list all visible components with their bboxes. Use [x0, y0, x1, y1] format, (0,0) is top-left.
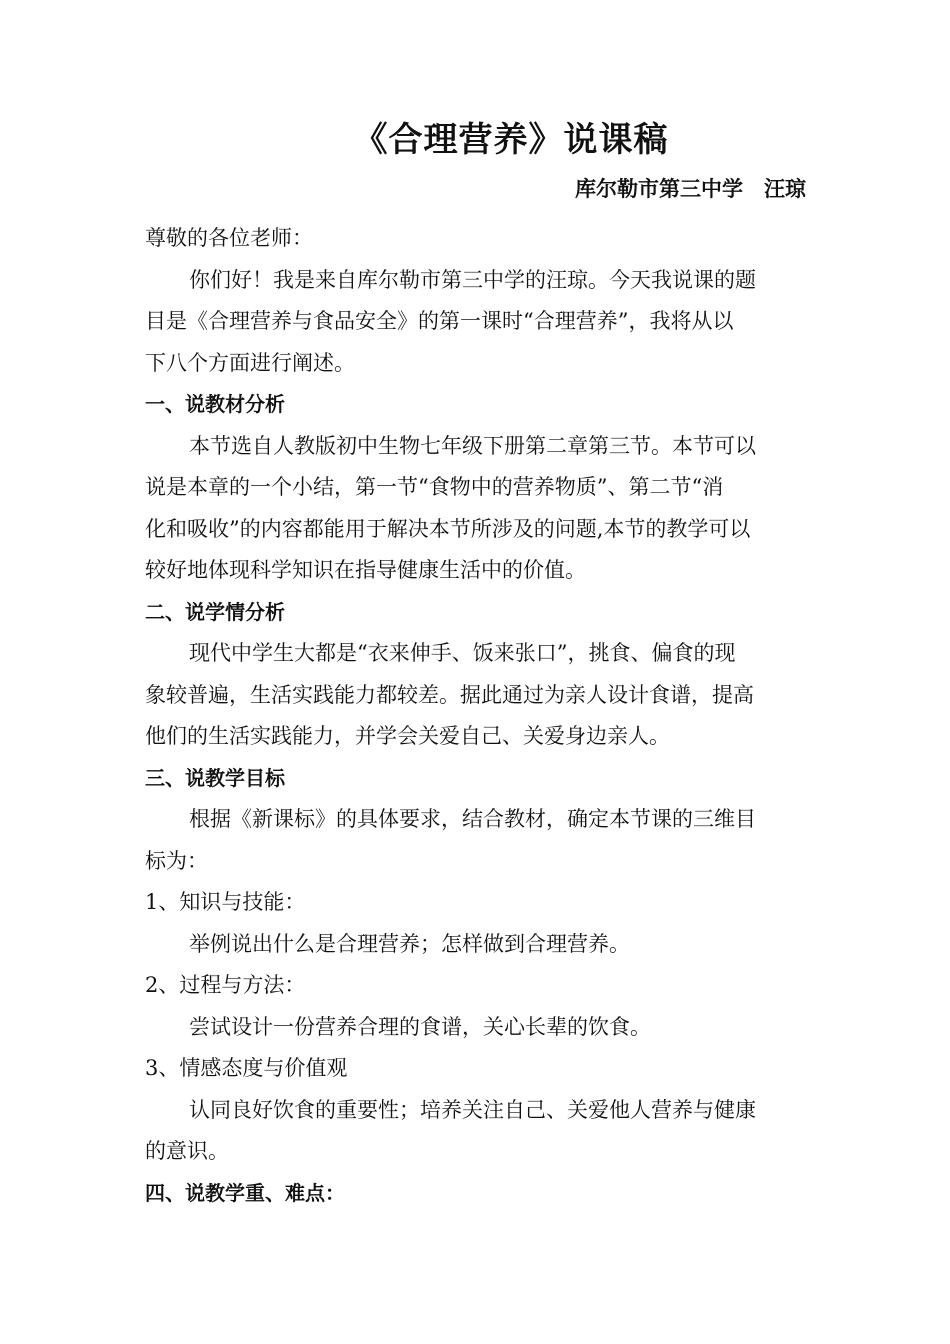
- goal3-line-1: 认同良好饮食的重要性；培养关注自己、关爱他人营养与健康: [189, 1097, 756, 1122]
- document-body: [145, 218, 810, 1214]
- goal3-line-2: 的意识。: [145, 1139, 229, 1163]
- section2-line-2: 象较普遍，生活实践能力都较差。据此通过为亲人设计食谱，提高: [145, 682, 754, 707]
- intro-line-2: 目是《合理营养与食品安全》的第一课时“合理营养”，我将从以: [145, 309, 734, 333]
- goal2-label: 2、过程与方法：: [145, 973, 306, 997]
- section1-line-4: 较好地体现科学知识在指导健康生活中的价值。: [145, 558, 586, 582]
- document-title: 《合理营养》说课稿: [353, 120, 669, 160]
- section3-line-2: 标为：: [145, 848, 208, 873]
- author-line: 库尔勒市第三中学 汪琼: [575, 177, 806, 201]
- greeting: 尊敬的各位老师：: [145, 226, 313, 250]
- goal2-text: 尝试设计一份营养合理的食谱，关心长辈的饮食。: [189, 1014, 651, 1039]
- section1-line-2: 说是本章的一个小结，第一节“食物中的营养物质”、第二节“消: [145, 475, 724, 499]
- section1-line-1: 本节选自人教版初中生物七年级下册第二章第三节。本节可以: [189, 433, 756, 458]
- goal1-label: 1、知识与技能：: [145, 890, 306, 914]
- intro-line-3: 下八个方面进行阐述。: [145, 350, 355, 375]
- goal3-label: 3、情感态度与价值观: [145, 1056, 348, 1080]
- section2-line-3: 他们的生活实践能力，并学会关爱自己、关爱身边亲人。: [145, 724, 670, 748]
- section-heading-teaching-goals: 三、说教学目标: [145, 765, 285, 790]
- goal1-text: 举例说出什么是合理营养；怎样做到合理营养。: [189, 931, 630, 956]
- section3-line-1: 根据《新课标》的具体要求，结合教材，确定本节课的三维目: [189, 807, 756, 831]
- section-heading-textbook-analysis: 一、说教材分析: [145, 392, 285, 416]
- intro-line-1: 你们好！我是来自库尔勒市第三中学的汪琼。今天我说课的题: [189, 267, 756, 292]
- section1-line-3: 化和吸收”的内容都能用于解决本节所涉及的问题,本节的教学可以: [145, 516, 751, 541]
- section-heading-student-analysis: 二、说学情分析: [145, 599, 285, 624]
- section-heading-key-points: 四、说教学重、难点：: [145, 1180, 345, 1205]
- section2-line-1: 现代中学生大都是“衣来伸手、饭来张口”，挑食、偏食的现: [189, 641, 736, 665]
